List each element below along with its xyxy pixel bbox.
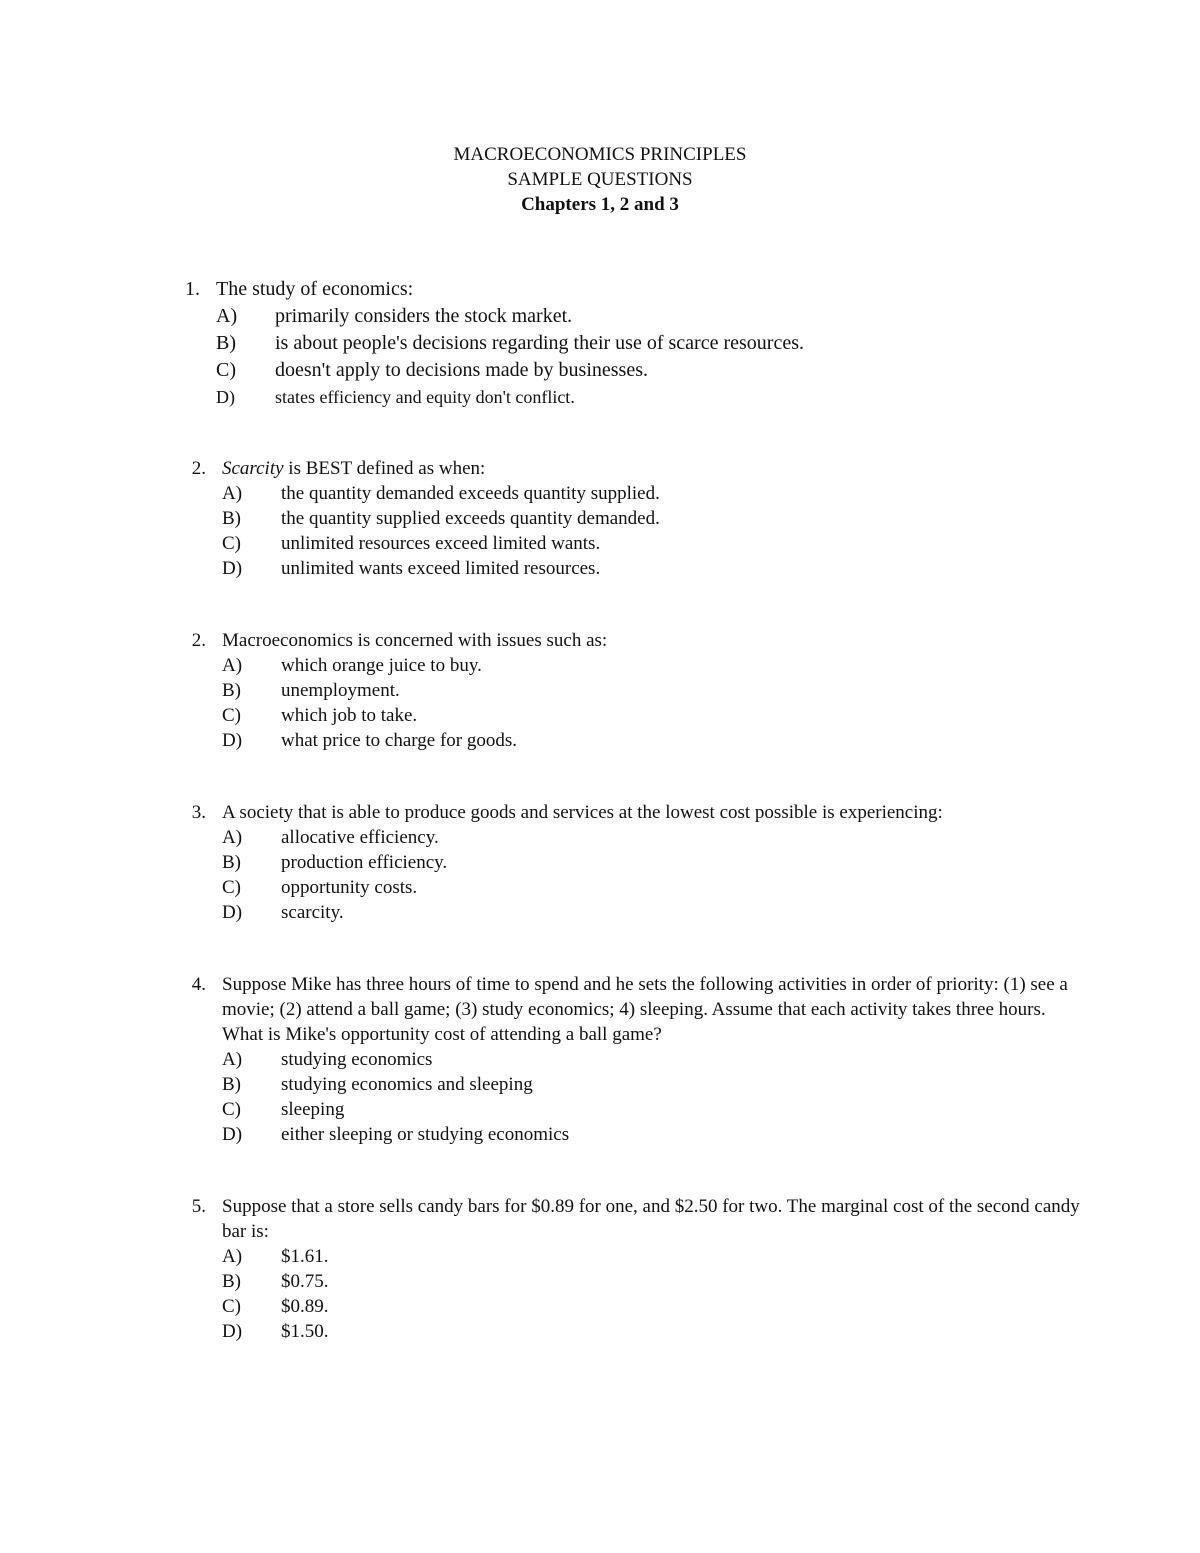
option-letter: A): [222, 827, 243, 848]
option-text: unlimited resources exceed limited wants.: [281, 533, 601, 554]
question-3: [0, 628, 1200, 753]
option-letter: A): [222, 1049, 243, 1070]
question-number: 2.: [191, 630, 206, 651]
option-text: $0.75.: [281, 1271, 329, 1292]
option-b: [0, 1269, 1200, 1294]
question-stem: The study of economics:: [216, 278, 414, 300]
question-1: [0, 276, 1200, 411]
option-text: studying economics and sleeping: [281, 1074, 533, 1095]
option-text: $1.61.: [281, 1246, 329, 1267]
option-text: what price to charge for goods.: [281, 730, 518, 751]
option-text: which orange juice to buy.: [281, 655, 482, 676]
question-stem-rest: is BEST defined as when:: [283, 458, 486, 479]
option-letter: B): [222, 1074, 241, 1095]
option-d: [0, 1319, 1200, 1344]
option-letter: C): [222, 1099, 241, 1120]
question-6: [0, 1194, 1200, 1344]
option-letter: A): [222, 483, 243, 504]
question-number: 2.: [191, 458, 206, 479]
option-c: [0, 875, 1200, 900]
option-c: [0, 1294, 1200, 1319]
option-d: [0, 1122, 1200, 1147]
option-letter: D): [222, 902, 243, 923]
option-d: [0, 556, 1200, 581]
option-a: [0, 303, 1200, 330]
option-b: [0, 1072, 1200, 1097]
document-subtitle: SAMPLE QUESTIONS: [507, 169, 693, 190]
option-text: studying economics: [281, 1049, 433, 1070]
option-text: scarcity.: [281, 902, 344, 923]
option-letter: C): [222, 705, 241, 726]
question-stem: Macroeconomics is concerned with issues such as:: [222, 630, 608, 651]
option-letter: C): [222, 877, 241, 898]
question-stem: A society that is able to produce goods and services at the lowest cost possible is experiencing:: [222, 802, 943, 823]
question-stem: [222, 456, 1082, 481]
question-stem-term: Scarcity: [222, 458, 284, 479]
option-a: [0, 825, 1200, 850]
option-text: $1.50.: [281, 1321, 329, 1342]
option-letter: A): [222, 1246, 243, 1267]
option-letter: B): [222, 508, 241, 529]
option-letter: D): [222, 1124, 243, 1145]
option-b: [0, 850, 1200, 875]
option-letter: B): [222, 1271, 241, 1292]
option-letter: D): [222, 1321, 243, 1342]
option-b: [0, 330, 1200, 357]
question-number: 1.: [185, 278, 200, 300]
option-d: [0, 728, 1200, 753]
option-letter: D): [222, 558, 243, 579]
option-c: [0, 1097, 1200, 1122]
option-a: [0, 1047, 1200, 1072]
question-number: 3.: [191, 802, 206, 823]
question-number: 4.: [191, 974, 206, 995]
question-stem: Suppose that a store sells candy bars for $0.89 for one, and $2.50 for two. The marginal cost of the second candy bar is:: [222, 1196, 1080, 1242]
option-text: production efficiency.: [281, 852, 448, 873]
option-text: which job to take.: [281, 705, 418, 726]
option-c: [0, 703, 1200, 728]
document-title: MACROECONOMICS PRINCIPLES: [453, 144, 747, 165]
option-a: [0, 1244, 1200, 1269]
option-c: [0, 531, 1200, 556]
option-text: either sleeping or studying economics: [281, 1124, 570, 1145]
option-text: primarily considers the stock market.: [275, 305, 573, 327]
option-c: [0, 357, 1200, 384]
option-a: [0, 653, 1200, 678]
option-letter: D): [222, 730, 243, 751]
option-text: the quantity supplied exceeds quantity demanded.: [281, 508, 660, 529]
option-letter: A): [222, 655, 243, 676]
option-letter: C): [216, 359, 236, 381]
question-stem: Suppose Mike has three hours of time to spend and he sets the following activities in order of priority: (1) see a movie; (2) attend a ball game; (3) study economics; 4) sleeping. Assume that each activity takes three hours. What is Mike's opportunity cost of attending a ball game?: [222, 974, 1068, 1045]
option-text: the quantity demanded exceeds quantity supplied.: [281, 483, 660, 504]
option-letter: A): [216, 305, 238, 327]
option-letter: B): [222, 852, 241, 873]
option-text: unlimited wants exceed limited resources.: [281, 558, 601, 579]
document-chapters: Chapters 1, 2 and 3: [521, 194, 679, 215]
option-d: [0, 384, 1200, 411]
document-header: [0, 142, 1200, 217]
option-b: [0, 678, 1200, 703]
option-text: opportunity costs.: [281, 877, 418, 898]
option-letter: B): [216, 332, 236, 354]
option-text: sleeping: [281, 1099, 345, 1120]
option-letter: B): [222, 680, 241, 701]
option-text: allocative efficiency.: [281, 827, 439, 848]
question-4: [0, 800, 1200, 925]
question-5: [0, 972, 1200, 1147]
question-number: 5.: [191, 1196, 206, 1217]
option-text: is about people's decisions regarding their use of scarce resources.: [275, 332, 804, 354]
option-letter: C): [222, 533, 241, 554]
option-b: [0, 506, 1200, 531]
question-2: [0, 456, 1200, 581]
option-text: states efficiency and equity don't conflict.: [275, 387, 575, 407]
option-d: [0, 900, 1200, 925]
option-letter: D): [216, 387, 235, 407]
option-text: doesn't apply to decisions made by businesses.: [275, 359, 648, 381]
option-text: unemployment.: [281, 680, 400, 701]
option-letter: C): [222, 1296, 241, 1317]
option-a: [0, 481, 1200, 506]
option-text: $0.89.: [281, 1296, 329, 1317]
